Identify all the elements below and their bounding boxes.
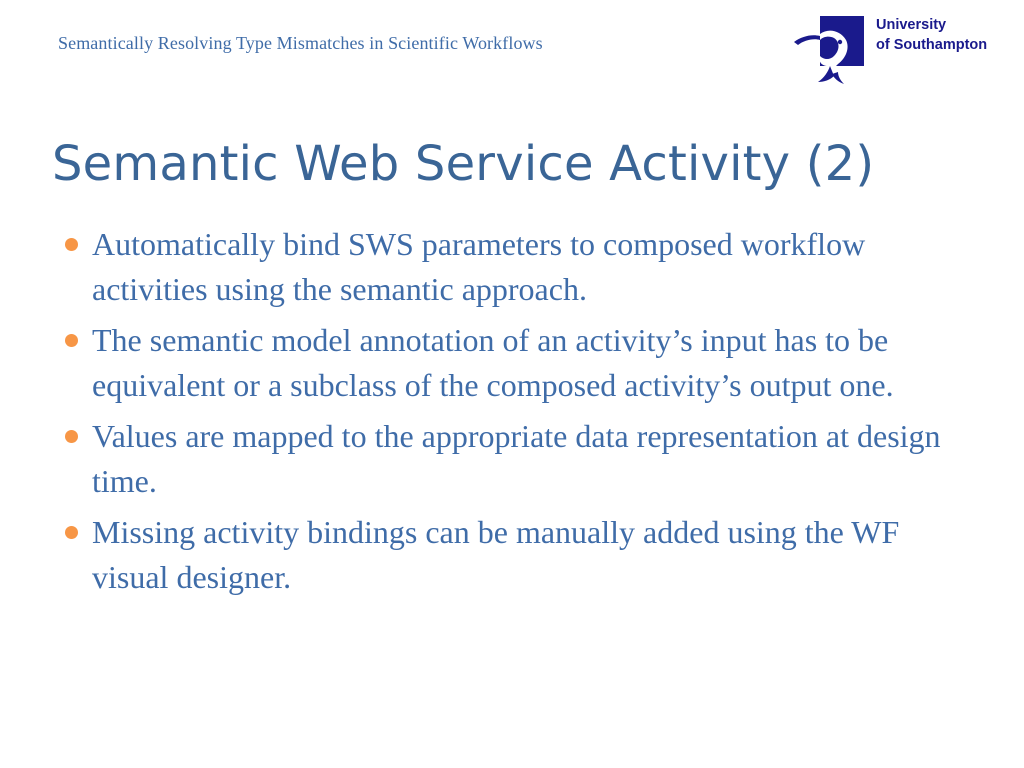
dolphin-icon	[790, 14, 870, 86]
bullet-dot-icon	[65, 430, 78, 443]
university-name-line1: University	[876, 17, 947, 33]
university-name	[876, 15, 987, 55]
bullet-list	[62, 222, 982, 606]
bullet-dot-icon	[65, 334, 78, 347]
bullet-text: Missing activity bindings can be manually added using the WF visual designer.	[92, 514, 900, 595]
bullet-item	[62, 318, 982, 408]
presentation-subtitle: Semantically Resolving Type Mismatches in Scientific Workflows	[58, 33, 543, 53]
bullet-item	[62, 222, 982, 312]
bullet-item	[62, 510, 982, 600]
bullet-dot-icon	[65, 526, 78, 539]
bullet-text: The semantic model annotation of an activity’s input has to be equivalent or a subclass of the composed activity’s output one.	[92, 322, 894, 403]
bullet-dot-icon	[65, 238, 78, 251]
university-name-line2: of Southampton	[876, 37, 988, 53]
bullet-text: Automatically bind SWS parameters to composed workflow activities using the semantic approach.	[92, 226, 866, 307]
university-logo	[790, 14, 1015, 86]
bullet-text: Values are mapped to the appropriate data representation at design time.	[92, 418, 941, 499]
bullet-item	[62, 414, 982, 504]
slide-title: Semantic Web Service Activity (2)	[52, 136, 875, 192]
